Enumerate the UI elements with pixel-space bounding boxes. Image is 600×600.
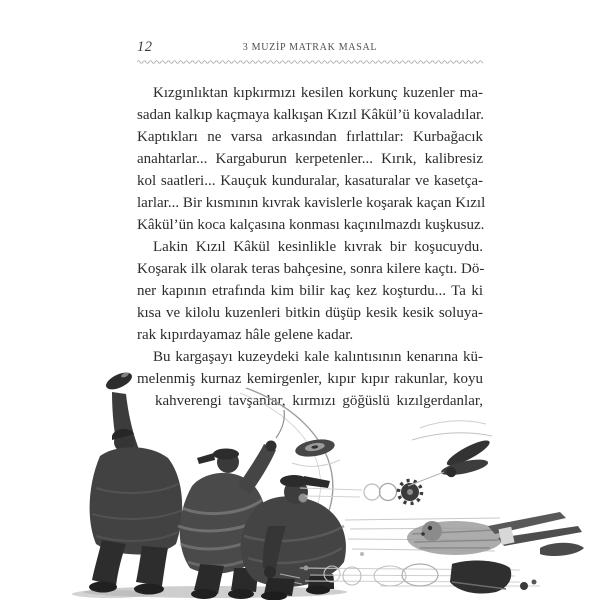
disc-trail [292, 460, 340, 466]
text-line: Bu kargaşayı kuzeydeki kale kalıntısının kenarına kü- [153, 349, 483, 365]
text-line: Lakin Kızıl Kâkül kesinlikle kıvrak bir koşucuydu. [153, 239, 483, 255]
header-title: 3 MUZİP MATRAK MASAL [242, 42, 378, 53]
blurred-rabbit [345, 512, 584, 556]
text-line: kol saatleri... Kauçuk kunduralar, kasaturalar ve kasetça- [137, 173, 483, 189]
text-line: anahtarlar... Kargaburun kerpetenler... Kırık, kalibresiz [137, 151, 483, 167]
text-line: kahverengi tavşanlar, kırmızı göğüslü kızılgerdanlar, [155, 393, 483, 409]
text-line: Koşarak ilk olarak teras bahçesine, sonra kilere kaçtı. Dö- [137, 261, 485, 277]
text-line: ner kapının etrafında kim bilir kaç kez koşturdu... Ta ki [137, 283, 483, 299]
page-number: 12 [137, 39, 153, 55]
text-line: sadan kalkıp kaçmaya kalkışan Kızıl Kâkül’ü kovaladılar. [137, 107, 484, 123]
cousin-figure-left [89, 369, 182, 594]
text-line: rak kıpırdayamaz hâle gelene kadar. [137, 327, 354, 343]
illustration [0, 368, 600, 600]
flying-pliers [408, 421, 500, 490]
text-line: Kâkül’ün koca kalçasına konması kaçınılmazdı kuşkusuz. [137, 217, 485, 233]
text-line: Kaptıkları ne varsa arkasından fırlattılar: Kurbağacık [137, 129, 483, 145]
flying-disc [294, 437, 336, 460]
text-line: larlar... Bir kısmının kıvrak kavislerle koşarak kaçan Kızıl [137, 195, 486, 211]
text-line: Kızgınlıktan kıpkırmızı kesilen korkunç kuzenler ma- [153, 85, 483, 101]
body-text [137, 82, 486, 412]
running-head [137, 38, 483, 58]
wavy-divider [137, 59, 483, 66]
text-line: melenmiş kurnaz kemirgenler, kıpır kıpır rakunlar, koyu [137, 371, 483, 387]
text-line: kısa ve kilolu kuzenleri bitkin düşüp kesik kesik soluya- [137, 305, 483, 321]
